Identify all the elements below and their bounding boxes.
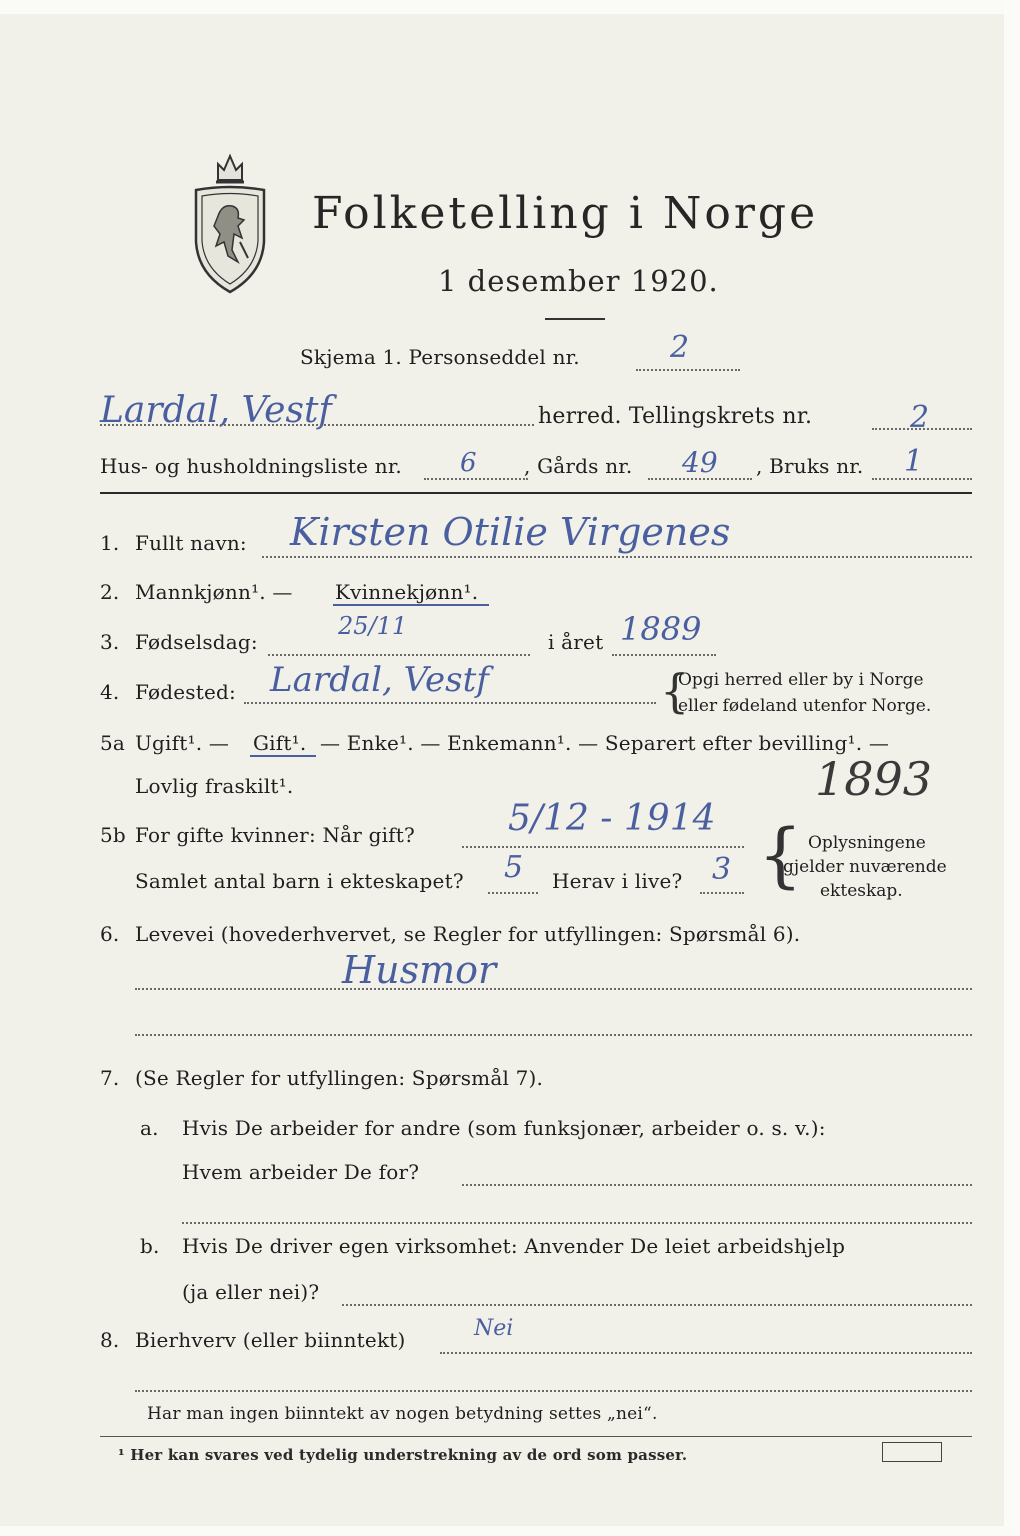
q1-value: Kirsten Otilie Virgenes bbox=[290, 510, 731, 554]
personseddel-nr-value: 2 bbox=[670, 330, 690, 365]
q5a-margin-value: 1893 bbox=[815, 752, 933, 806]
q6-number: 6. bbox=[100, 922, 120, 946]
q5b-label: For gifte kvinner: Når gift? bbox=[135, 823, 415, 847]
q4-number: 4. bbox=[100, 680, 120, 704]
q7b-label: Hvis De driver egen virksomhet: Anvender De leiet arbeidshjelp bbox=[182, 1234, 846, 1258]
q5b-note-2: gjelder nuværende bbox=[783, 857, 947, 877]
norwegian-coat-of-arms-icon bbox=[188, 146, 272, 296]
q6-line bbox=[135, 988, 972, 990]
q8-number: 8. bbox=[100, 1328, 120, 1352]
q8-line-2 bbox=[135, 1390, 972, 1392]
q2-label-male: Mannkjønn¹. — bbox=[135, 580, 293, 604]
q2-number: 2. bbox=[100, 580, 120, 604]
q2-female-underline bbox=[333, 604, 489, 606]
q3-label: Fødselsdag: bbox=[135, 630, 258, 654]
nei-note: Har man ingen biinntekt av nogen betydning settes „nei“. bbox=[147, 1404, 658, 1424]
q4-label: Fødested: bbox=[135, 680, 236, 704]
footnote: ¹ Her kan svares ved tydelig understrekning av de ord som passer. bbox=[118, 1446, 688, 1464]
q5a-gift-underline bbox=[250, 755, 316, 757]
q4-note-1: Opgi herred eller by i Norge bbox=[678, 670, 924, 690]
q5a-rest: — Enke¹. — Enkemann¹. — Separert efter bevilling¹. — bbox=[320, 731, 890, 755]
skjema-label: Skjema 1. Personseddel nr. bbox=[300, 345, 580, 369]
q7-number: 7. bbox=[100, 1066, 120, 1090]
bruks-nr-value: 1 bbox=[904, 444, 924, 479]
q4-brace: { bbox=[660, 664, 690, 718]
scan-edge-right bbox=[1004, 0, 1020, 1536]
herred-label: herred. Tellingskrets nr. bbox=[538, 404, 813, 429]
herred-value: Lardal, Vestf bbox=[100, 390, 332, 431]
scan-edge-top bbox=[0, 0, 1020, 14]
q7a-label: Hvis De arbeider for andre (som funksjonær, arbeider o. s. v.): bbox=[182, 1116, 826, 1140]
q3-year-value: 1889 bbox=[620, 610, 702, 648]
q5b-alive-label: Herav i live? bbox=[552, 869, 683, 893]
q1-line bbox=[262, 556, 972, 558]
q1-label: Fullt navn: bbox=[135, 531, 247, 555]
husliste-line bbox=[424, 478, 528, 480]
q5b-married-line bbox=[462, 846, 744, 848]
q4-note-2: eller fødeland utenfor Norge. bbox=[678, 696, 932, 716]
q6-value: Husmor bbox=[342, 948, 497, 992]
q5b-alive-line bbox=[700, 892, 744, 894]
q5b-children-label: Samlet antal barn i ekteskapet? bbox=[135, 869, 464, 893]
q5b-brace: { bbox=[758, 814, 803, 896]
q5b-note-3: ekteskap. bbox=[820, 881, 903, 901]
q5a-ugift: Ugift¹. — bbox=[135, 731, 230, 755]
q3-number: 3. bbox=[100, 630, 120, 654]
q2-label-female: Kvinnekjønn¹. bbox=[335, 580, 479, 604]
q5b-note-1: Oplysningene bbox=[808, 833, 926, 853]
printer-stamp bbox=[882, 1442, 942, 1462]
gards-nr-value: 49 bbox=[682, 446, 718, 479]
q5b-married-value: 5/12 - 1914 bbox=[508, 798, 716, 839]
q7b-number: b. bbox=[140, 1234, 160, 1258]
footer-divider bbox=[100, 1436, 972, 1437]
q7a-number: a. bbox=[140, 1116, 159, 1140]
form-title: Folketelling i Norge bbox=[312, 188, 819, 239]
q8-line bbox=[440, 1352, 972, 1354]
q7a-sub: Hvem arbeider De for? bbox=[182, 1160, 420, 1184]
q4-line bbox=[244, 702, 656, 704]
q5a-line2: Lovlig fraskilt¹. bbox=[135, 774, 294, 798]
q5a-gift: Gift¹. bbox=[253, 731, 307, 755]
q5b-children-line bbox=[488, 892, 538, 894]
header-divider bbox=[100, 492, 972, 494]
q7a-line-2 bbox=[182, 1222, 972, 1224]
q5a-number: 5a bbox=[100, 731, 126, 755]
personseddel-line bbox=[636, 369, 740, 371]
q7b-sub: (ja eller nei)? bbox=[182, 1280, 320, 1304]
q4-value: Lardal, Vestf bbox=[270, 660, 489, 700]
q7a-line bbox=[462, 1184, 972, 1186]
q5b-children-value: 5 bbox=[504, 850, 524, 885]
form-subtitle: 1 desember 1920. bbox=[438, 264, 719, 298]
q8-value: Nei bbox=[474, 1316, 514, 1341]
gards-label: , Gårds nr. bbox=[524, 454, 633, 478]
q6-label: Levevei (hovederhvervet, se Regler for utfyllingen: Spørsmål 6). bbox=[135, 922, 801, 946]
q1-number: 1. bbox=[100, 531, 120, 555]
herred-line bbox=[100, 424, 534, 426]
q7-label: (Se Regler for utfyllingen: Spørsmål 7). bbox=[135, 1066, 544, 1090]
bruks-label: , Bruks nr. bbox=[756, 454, 864, 478]
q5b-number: 5b bbox=[100, 823, 126, 847]
husliste-label: Hus- og husholdningsliste nr. bbox=[100, 454, 402, 478]
husliste-nr-value: 6 bbox=[460, 448, 477, 478]
tellingskrets-nr-value: 2 bbox=[910, 400, 930, 435]
q6-line-2 bbox=[135, 1034, 972, 1036]
q5b-alive-value: 3 bbox=[712, 852, 732, 887]
q3-year-label: i året bbox=[548, 630, 604, 654]
title-divider bbox=[545, 318, 605, 320]
q7b-line bbox=[342, 1304, 972, 1306]
q3-year-line bbox=[612, 654, 716, 656]
scan-edge-bottom bbox=[0, 1526, 1020, 1536]
q3-birthday-value: 25/11 bbox=[338, 612, 408, 640]
q3-line bbox=[268, 654, 530, 656]
q8-label: Bierhverv (eller biinntekt) bbox=[135, 1328, 406, 1352]
